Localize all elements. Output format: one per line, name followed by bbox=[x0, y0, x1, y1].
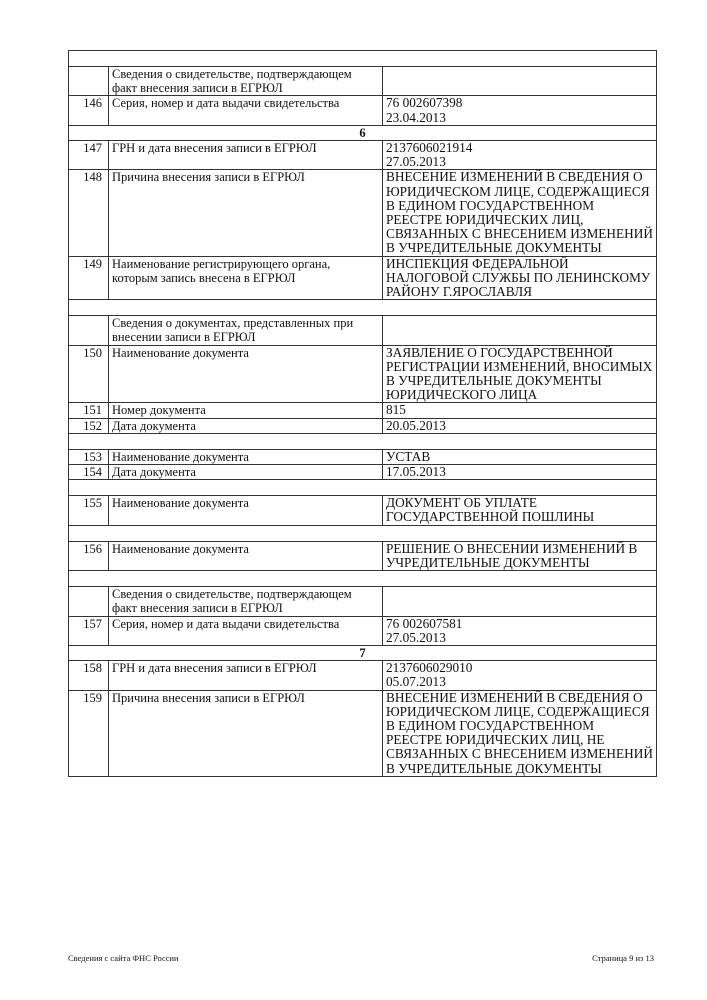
spacer-cell bbox=[69, 571, 657, 587]
spacer-row bbox=[69, 433, 657, 449]
field-label: Дата документа bbox=[109, 465, 383, 480]
section-row bbox=[69, 125, 657, 140]
field-label: Наименование регистрирующего органа, которым запись внесена в ЕГРЮЛ bbox=[109, 256, 383, 300]
group-header-row bbox=[69, 587, 657, 616]
group-header-label: Сведения о документах, представленных при внесении записи в ЕГРЮЛ bbox=[109, 316, 383, 345]
row-number: 157 bbox=[69, 616, 109, 645]
spacer-cell bbox=[69, 525, 657, 541]
row-number: 153 bbox=[69, 449, 109, 464]
spacer-row bbox=[69, 571, 657, 587]
row-number: 150 bbox=[69, 345, 109, 403]
field-label: Наименование документа bbox=[109, 449, 383, 464]
spacer-row bbox=[69, 51, 657, 67]
field-label: Серия, номер и дата выдачи свидетельства bbox=[109, 616, 383, 645]
field-value: 17.05.2013 bbox=[383, 465, 657, 480]
table-row bbox=[69, 141, 657, 170]
field-label: Наименование документа bbox=[109, 345, 383, 403]
group-header-row bbox=[69, 316, 657, 345]
value-cell bbox=[383, 587, 657, 616]
row-number: 155 bbox=[69, 496, 109, 525]
field-label: Дата документа bbox=[109, 418, 383, 433]
row-number: 147 bbox=[69, 141, 109, 170]
field-value: 76 002607398 23.04.2013 bbox=[383, 96, 657, 125]
footer-source: Сведения с сайта ФНС России bbox=[68, 953, 179, 963]
table-row bbox=[69, 616, 657, 645]
row-number: 146 bbox=[69, 96, 109, 125]
field-label: ГРН и дата внесения записи в ЕГРЮЛ bbox=[109, 141, 383, 170]
group-header-row bbox=[69, 67, 657, 96]
table-row bbox=[69, 541, 657, 570]
section-row bbox=[69, 645, 657, 660]
field-value: 2137606021914 27.05.2013 bbox=[383, 141, 657, 170]
field-value: 20.05.2013 bbox=[383, 418, 657, 433]
row-number: 154 bbox=[69, 465, 109, 480]
field-value: 76 002607581 27.05.2013 bbox=[383, 616, 657, 645]
table-row bbox=[69, 496, 657, 525]
table-row bbox=[69, 170, 657, 256]
field-value: РЕШЕНИЕ О ВНЕСЕНИИ ИЗМЕНЕНИЙ В УЧРЕДИТЕЛЬНЫЕ ДОКУМЕНТЫ bbox=[383, 541, 657, 570]
field-value: 815 bbox=[383, 403, 657, 418]
field-value: ВНЕСЕНИЕ ИЗМЕНЕНИЙ В СВЕДЕНИЯ О ЮРИДИЧЕСКОМ ЛИЦЕ, СОДЕРЖАЩИЕСЯ В ЕДИНОМ ГОСУДАРСТВЕННОМ РЕЕСТРЕ ЮРИДИЧЕСКИХ ЛИЦ, СВЯЗАННЫХ С ВНЕСЕНИЕМ ИЗМЕНЕНИЙ В УЧРЕДИТЕЛЬНЫЕ ДОКУМЕНТЫ bbox=[383, 170, 657, 256]
section-number: 7 bbox=[69, 645, 657, 660]
row-number: 148 bbox=[69, 170, 109, 256]
row-number: 152 bbox=[69, 418, 109, 433]
group-header-label: Сведения о свидетельстве, подтверждающем факт внесения записи в ЕГРЮЛ bbox=[109, 67, 383, 96]
row-number-cell bbox=[69, 316, 109, 345]
row-number-cell bbox=[69, 587, 109, 616]
field-label: Причина внесения записи в ЕГРЮЛ bbox=[109, 690, 383, 776]
field-value: ИНСПЕКЦИЯ ФЕДЕРАЛЬНОЙ НАЛОГОВОЙ СЛУЖБЫ ПО ЛЕНИНСКОМУ РАЙОНУ Г.ЯРОСЛАВЛЯ bbox=[383, 256, 657, 300]
field-value: ДОКУМЕНТ ОБ УПЛАТЕ ГОСУДАРСТВЕННОЙ ПОШЛИНЫ bbox=[383, 496, 657, 525]
table-row bbox=[69, 690, 657, 776]
field-label: Наименование документа bbox=[109, 541, 383, 570]
table-row bbox=[69, 345, 657, 403]
table-row bbox=[69, 418, 657, 433]
row-number-cell bbox=[69, 67, 109, 96]
row-number: 156 bbox=[69, 541, 109, 570]
spacer-row bbox=[69, 480, 657, 496]
field-label: Наименование документа bbox=[109, 496, 383, 525]
egrul-table bbox=[68, 50, 657, 777]
field-label: Причина внесения записи в ЕГРЮЛ bbox=[109, 170, 383, 256]
table-row bbox=[69, 96, 657, 125]
field-value: ЗАЯВЛЕНИЕ О ГОСУДАРСТВЕННОЙ РЕГИСТРАЦИИ ИЗМЕНЕНИЙ, ВНОСИМЫХ В УЧРЕДИТЕЛЬНЫЕ ДОКУМЕНТЫ ЮРИДИЧЕСКОГО ЛИЦА bbox=[383, 345, 657, 403]
row-number: 151 bbox=[69, 403, 109, 418]
spacer-cell bbox=[69, 300, 657, 316]
table-row bbox=[69, 256, 657, 300]
row-number: 159 bbox=[69, 690, 109, 776]
footer-page-number: Страница 9 из 13 bbox=[592, 953, 654, 963]
table-row bbox=[69, 465, 657, 480]
row-number: 149 bbox=[69, 256, 109, 300]
spacer-row bbox=[69, 300, 657, 316]
spacer-row bbox=[69, 525, 657, 541]
value-cell bbox=[383, 316, 657, 345]
spacer-cell bbox=[69, 480, 657, 496]
field-label: ГРН и дата внесения записи в ЕГРЮЛ bbox=[109, 661, 383, 690]
group-header-label: Сведения о свидетельстве, подтверждающем факт внесения записи в ЕГРЮЛ bbox=[109, 587, 383, 616]
table-row bbox=[69, 403, 657, 418]
field-label: Серия, номер и дата выдачи свидетельства bbox=[109, 96, 383, 125]
field-value: УСТАВ bbox=[383, 449, 657, 464]
field-value: ВНЕСЕНИЕ ИЗМЕНЕНИЙ В СВЕДЕНИЯ О ЮРИДИЧЕСКОМ ЛИЦЕ, СОДЕРЖАЩИЕСЯ В ЕДИНОМ ГОСУДАРСТВЕННОМ РЕЕСТРЕ ЮРИДИЧЕСКИХ ЛИЦ, НЕ СВЯЗАННЫХ С ВНЕСЕНИЕМ ИЗМЕНЕНИЙ В УЧРЕДИТЕЛЬНЫЕ ДОКУМЕНТЫ bbox=[383, 690, 657, 776]
table-row bbox=[69, 661, 657, 690]
egrul-table-body bbox=[69, 51, 657, 777]
spacer-cell bbox=[69, 51, 657, 67]
field-value: 2137606029010 05.07.2013 bbox=[383, 661, 657, 690]
row-number: 158 bbox=[69, 661, 109, 690]
table-row bbox=[69, 449, 657, 464]
section-number: 6 bbox=[69, 125, 657, 140]
spacer-cell bbox=[69, 433, 657, 449]
field-label: Номер документа bbox=[109, 403, 383, 418]
value-cell bbox=[383, 67, 657, 96]
